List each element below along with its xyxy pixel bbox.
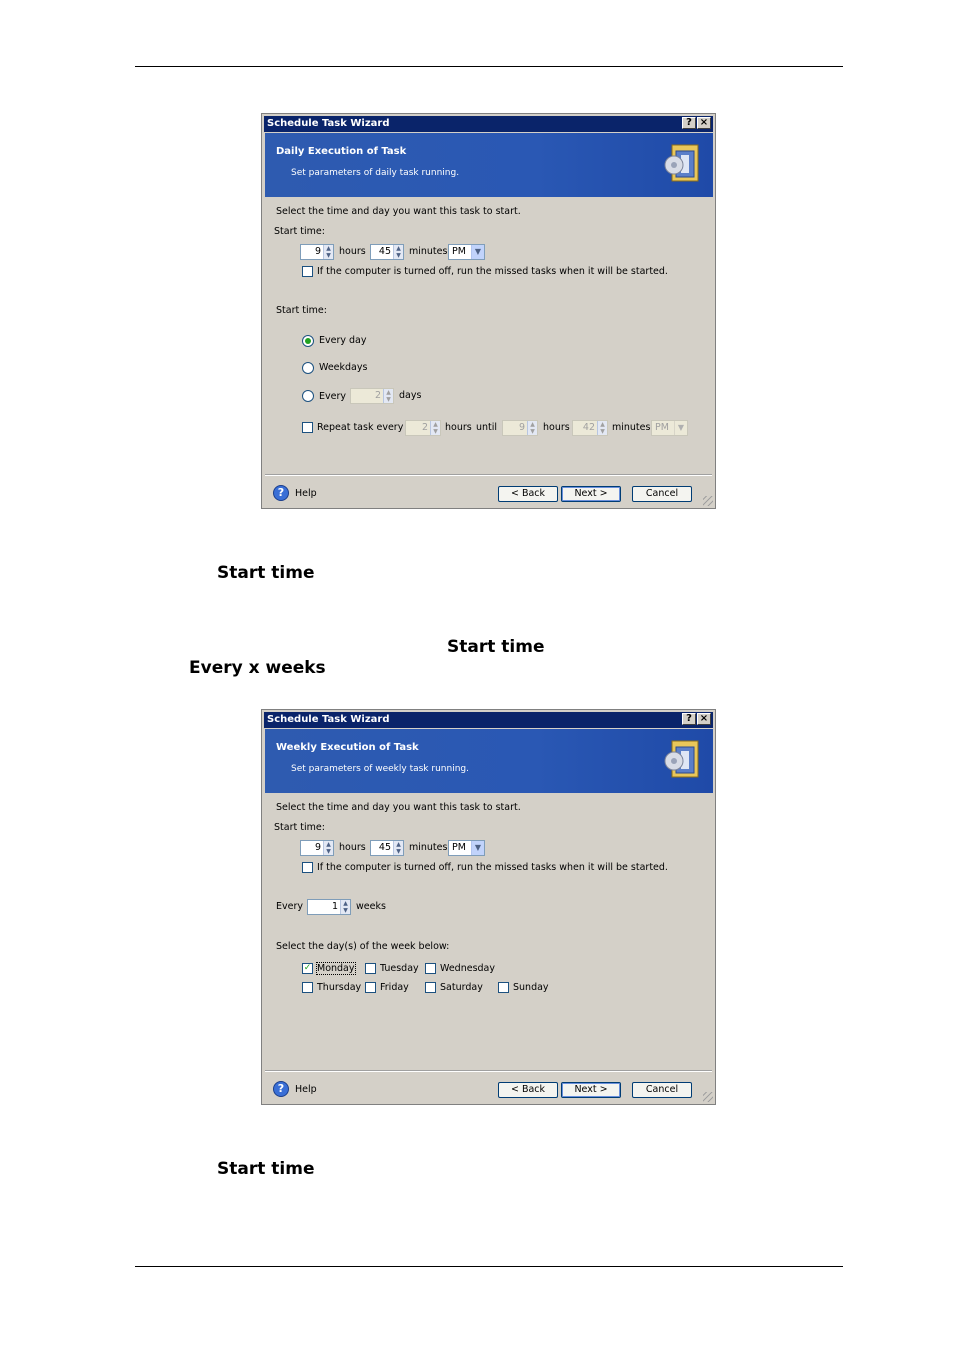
repeat-hours-value: 2 — [421, 422, 428, 433]
ampm-value: PM — [452, 246, 466, 257]
until-minutes-value: 42 — [582, 422, 595, 433]
help-link[interactable]: Help — [295, 1084, 317, 1095]
every-days-spinner[interactable] — [350, 388, 394, 404]
every-weeks-value: 1 — [331, 901, 338, 912]
days-label: days — [399, 390, 422, 401]
back-button[interactable]: < Back — [498, 1082, 558, 1098]
every-label: Every — [319, 391, 346, 402]
minutes-value: 45 — [378, 842, 391, 853]
ampm-select[interactable] — [448, 244, 485, 260]
help-icon[interactable]: ? — [273, 485, 289, 501]
tuesday-checkbox[interactable] — [365, 963, 376, 974]
help-icon[interactable]: ? — [273, 1081, 289, 1097]
repeat-task-checkbox[interactable] — [302, 422, 313, 433]
wizard-banner — [265, 729, 713, 793]
cancel-button[interactable]: Cancel — [632, 486, 692, 502]
banner-heading: Daily Execution of Task — [276, 146, 407, 157]
minutes-spinner[interactable] — [370, 840, 404, 856]
until-ampm-select[interactable] — [651, 420, 688, 436]
every-weeks-spinner[interactable] — [307, 899, 351, 915]
until-hours-value: 9 — [518, 422, 525, 433]
instruction-text: Select the time and day you want this task to start. — [276, 802, 521, 813]
ampm-select[interactable] — [448, 840, 485, 856]
minutes-label: minutes — [409, 246, 448, 257]
title-bar — [264, 712, 713, 728]
wizard-banner — [265, 133, 713, 197]
repeat-hours-label: hours — [445, 422, 472, 433]
until-minutes-label: minutes — [612, 422, 651, 433]
close-button[interactable]: × — [697, 713, 711, 725]
friday-label: Friday — [380, 982, 409, 993]
every-n-days-radio[interactable] — [302, 390, 314, 402]
start-time-label-2: Start time: — [276, 305, 327, 316]
help-title-button[interactable]: ? — [682, 117, 696, 129]
saturday-label: Saturday — [440, 982, 483, 993]
weekdays-label: Weekdays — [319, 362, 368, 373]
thursday-label: Thursday — [317, 982, 362, 993]
every-day-label: Every day — [319, 335, 367, 346]
doc-heading-start-time-1: Start time — [217, 563, 315, 583]
spinner-arrows[interactable]: ▲ ▼ — [340, 900, 350, 914]
ampm-value: PM — [452, 842, 466, 853]
minutes-label: minutes — [409, 842, 448, 853]
hours-value: 9 — [314, 246, 321, 257]
help-title-button[interactable]: ? — [682, 713, 696, 725]
window-title: Schedule Task Wizard — [267, 118, 390, 129]
hours-value: 9 — [314, 842, 321, 853]
daily-wizard-dialog — [261, 113, 716, 509]
missed-tasks-label: If the computer is turned off, run the missed tasks when it will be started. — [317, 266, 668, 277]
start-time-label: Start time: — [274, 822, 325, 833]
every-days-value: 2 — [374, 390, 381, 401]
minutes-value: 45 — [378, 246, 391, 257]
until-hours-spinner[interactable] — [502, 420, 538, 436]
thursday-checkbox[interactable] — [302, 982, 313, 993]
chevron-down-icon[interactable]: ▼ — [674, 421, 687, 435]
wednesday-checkbox[interactable] — [425, 963, 436, 974]
select-days-label: Select the day(s) of the week below: — [276, 941, 450, 952]
weeks-label: weeks — [356, 901, 386, 912]
hours-spinner[interactable] — [300, 244, 334, 260]
weekdays-radio[interactable] — [302, 362, 314, 374]
spinner-arrows[interactable]: ▲ ▼ — [393, 245, 403, 259]
missed-tasks-checkbox[interactable] — [302, 862, 313, 873]
until-label: until — [476, 422, 498, 433]
tuesday-label: Tuesday — [380, 963, 419, 974]
help-link[interactable]: Help — [295, 488, 317, 499]
banner-heading: Weekly Execution of Task — [276, 742, 419, 753]
friday-checkbox[interactable] — [365, 982, 376, 993]
spinner-arrows[interactable]: ▲ ▼ — [597, 421, 607, 435]
spinner-arrows[interactable]: ▲ ▼ — [383, 389, 393, 403]
chevron-down-icon[interactable]: ▼ — [471, 841, 484, 855]
saturday-checkbox[interactable] — [425, 982, 436, 993]
resize-grip[interactable] — [703, 496, 713, 506]
banner-subtitle: Set parameters of weekly task running. — [291, 764, 469, 774]
wednesday-label: Wednesday — [440, 963, 496, 974]
header-rule — [135, 66, 843, 67]
spinner-arrows[interactable]: ▲ ▼ — [323, 245, 333, 259]
start-time-label: Start time: — [274, 226, 325, 237]
weekly-wizard-dialog — [261, 709, 716, 1105]
doc-heading-start-time-2: Start time — [447, 637, 545, 657]
until-minutes-spinner[interactable] — [572, 420, 608, 436]
spinner-arrows[interactable]: ▲ ▼ — [527, 421, 537, 435]
spinner-arrows[interactable]: ▲ ▼ — [323, 841, 333, 855]
repeat-hours-spinner[interactable] — [405, 420, 441, 436]
every-label: Every — [276, 901, 303, 912]
banner-subtitle: Set parameters of daily task running. — [291, 168, 460, 178]
window-title: Schedule Task Wizard — [267, 714, 390, 725]
resize-grip[interactable] — [703, 1092, 713, 1102]
title-bar — [264, 116, 713, 132]
footer-rule — [135, 1266, 843, 1267]
missed-tasks-label: If the computer is turned off, run the missed tasks when it will be started. — [317, 862, 668, 873]
monday-label: Monday — [317, 963, 355, 974]
repeat-task-label: Repeat task every — [317, 422, 404, 433]
sunday-checkbox[interactable] — [498, 982, 509, 993]
missed-tasks-checkbox[interactable] — [302, 266, 313, 277]
next-button[interactable]: Next > — [561, 1082, 621, 1098]
back-button[interactable]: < Back — [498, 486, 558, 502]
footer-separator — [265, 474, 712, 476]
hours-label: hours — [339, 246, 366, 257]
until-hours-label: hours — [543, 422, 570, 433]
footer-separator — [265, 1070, 712, 1072]
close-button[interactable]: × — [697, 117, 711, 129]
cancel-button[interactable]: Cancel — [632, 1082, 692, 1098]
every-day-radio[interactable] — [302, 335, 314, 347]
doc-heading-every-x-weeks: Every x weeks — [189, 658, 326, 678]
wizard-icon — [664, 739, 700, 779]
instruction-text: Select the time and day you want this task to start. — [276, 206, 521, 217]
hours-label: hours — [339, 842, 366, 853]
minutes-spinner[interactable] — [370, 244, 404, 260]
wizard-icon — [664, 143, 700, 183]
doc-heading-start-time-3: Start time — [217, 1159, 315, 1179]
hours-spinner[interactable] — [300, 840, 334, 856]
chevron-down-icon[interactable]: ▼ — [471, 245, 484, 259]
sunday-label: Sunday — [513, 982, 549, 993]
next-button[interactable]: Next > — [561, 486, 621, 502]
spinner-arrows[interactable]: ▲ ▼ — [430, 421, 440, 435]
monday-checkbox[interactable]: ✓ — [303, 963, 312, 973]
until-ampm-value: PM — [655, 422, 669, 433]
spinner-arrows[interactable]: ▲ ▼ — [393, 841, 403, 855]
